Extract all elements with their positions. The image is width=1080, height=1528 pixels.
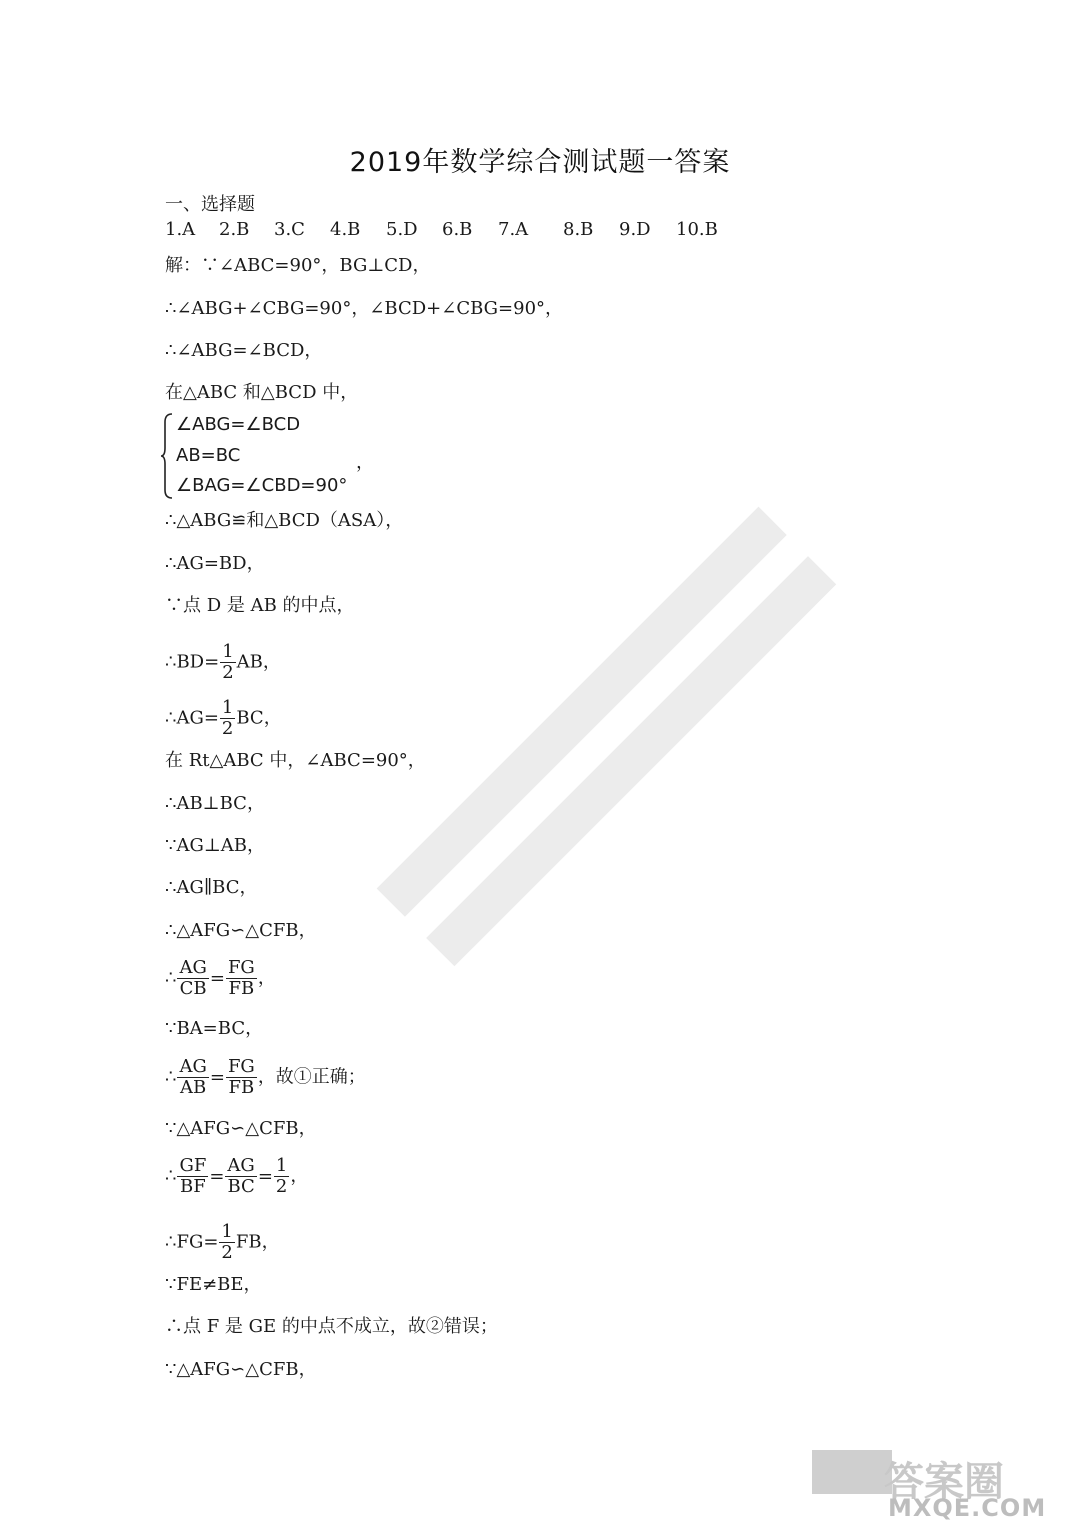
solution-line: ∴∠ABG+∠CBG=90°，∠BCD+∠CBG=90°， [165, 298, 564, 319]
fraction [219, 1222, 234, 1263]
numerator: AG [179, 1056, 207, 1077]
fraction [225, 1156, 256, 1197]
equals: = [209, 1165, 225, 1187]
text: ， [257, 967, 276, 989]
system-row: AB=BC [176, 445, 241, 466]
solution-line: ∴AG=BD， [165, 553, 265, 574]
text: ∴ [165, 1066, 177, 1088]
section-heading: 一、选择题 [165, 194, 255, 215]
solution-line: ∵点 D 是 AB 的中点， [165, 595, 355, 616]
solution-line: ∵BA=BC， [165, 1018, 264, 1039]
fraction [226, 958, 257, 999]
answer-item: 3.C [274, 219, 305, 240]
system-comma: ， [356, 452, 374, 473]
solution-line: ∴AG∥BC， [165, 877, 258, 898]
text: ∴ [165, 967, 177, 989]
denominator: 2 [275, 1176, 288, 1197]
solution-line-fraction [165, 1057, 366, 1098]
fraction [226, 1057, 257, 1098]
denominator: BF [180, 1176, 206, 1197]
numerator: GF [179, 1155, 207, 1176]
denominator: AB [180, 1077, 207, 1098]
denominator: 2 [222, 662, 234, 683]
fraction [177, 958, 208, 999]
text: ∴ [165, 1165, 177, 1187]
watermark-logo-text: 答案圈 [884, 1459, 1004, 1505]
watermark-url: MXQE.COM [888, 1494, 1047, 1522]
solution-line: ∵△AFG∽△CFB， [165, 1118, 317, 1139]
text: BC， [236, 707, 282, 729]
solution-line: ∴△AFG∽△CFB， [165, 920, 317, 941]
text: FB， [235, 1231, 280, 1253]
numerator: 1 [221, 697, 234, 718]
solution-line: ∵AG⊥AB， [165, 835, 265, 856]
text: ∴BD= [165, 651, 220, 673]
numerator: FG [227, 1056, 255, 1077]
denominator: 2 [221, 718, 234, 739]
solution-line: ∴AB⊥BC， [165, 793, 265, 814]
denominator: 2 [221, 1242, 233, 1263]
answer-item: 4.B [330, 219, 361, 240]
numerator: 1 [275, 1155, 288, 1176]
answer-item: 9.D [619, 219, 651, 240]
numerator: 1 [221, 1221, 233, 1242]
text: ，故①正确； [257, 1066, 366, 1088]
fraction [220, 642, 235, 683]
denominator: BC [227, 1176, 255, 1197]
numerator: AG [179, 957, 207, 978]
document-title: 2019年数学综合测试题一答案 [349, 147, 731, 178]
text: AB， [236, 651, 281, 673]
equals: = [257, 1165, 273, 1187]
solution-line: 在 Rt△ABC 中，∠ABC=90°， [165, 750, 426, 771]
system-row: ∠BAG=∠CBD=90° [176, 475, 348, 496]
text: ， [290, 1165, 309, 1187]
answer-item: 10.B [676, 219, 718, 240]
solution-line: ∴△ABG≌和△BCD（ASA）， [165, 510, 404, 531]
equals: = [209, 1066, 225, 1088]
numerator: FG [227, 957, 255, 978]
fraction [220, 698, 235, 739]
solution-line-fraction [165, 1222, 280, 1263]
fraction [274, 1156, 289, 1197]
fraction [177, 1057, 208, 1098]
denominator: FB [228, 978, 255, 999]
answer-item: 1.A [165, 219, 196, 240]
solution-line: 解：∵∠ABC=90°，BG⊥CD， [165, 255, 431, 276]
solution-line: ∵△AFG∽△CFB， [165, 1359, 317, 1380]
solution-line: ∴点 F 是 GE 的中点不成立，故②错误； [165, 1316, 498, 1337]
solution-line-fraction [165, 698, 282, 739]
text: ∴AG= [165, 707, 219, 729]
watermark-box [812, 1450, 892, 1494]
answer-item: 2.B [219, 219, 250, 240]
fraction [177, 1156, 208, 1197]
answer-key-row [165, 219, 925, 243]
numerator: AG [227, 1155, 255, 1176]
answer-item: 8.B [563, 219, 594, 240]
solution-line: 在△ABC 和△BCD 中， [165, 382, 359, 403]
solution-line-fraction [165, 642, 281, 683]
answer-item: 7.A [498, 219, 529, 240]
system-row: ∠ABG=∠BCD [176, 414, 301, 435]
answer-item: 5.D [386, 219, 418, 240]
solution-line: ∵FE≠BE， [165, 1274, 262, 1295]
equals: = [209, 967, 225, 989]
solution-line-fraction [165, 958, 276, 999]
equation-system [160, 412, 420, 502]
solution-line-fraction [165, 1156, 308, 1197]
left-brace-icon [160, 412, 174, 500]
answer-item: 6.B [442, 219, 473, 240]
solution-line: ∴∠ABG=∠BCD， [165, 340, 323, 361]
denominator: FB [228, 1077, 255, 1098]
numerator: 1 [222, 641, 234, 662]
text: ∴FG= [165, 1231, 219, 1253]
denominator: CB [179, 978, 207, 999]
site-watermark [812, 1450, 1062, 1520]
